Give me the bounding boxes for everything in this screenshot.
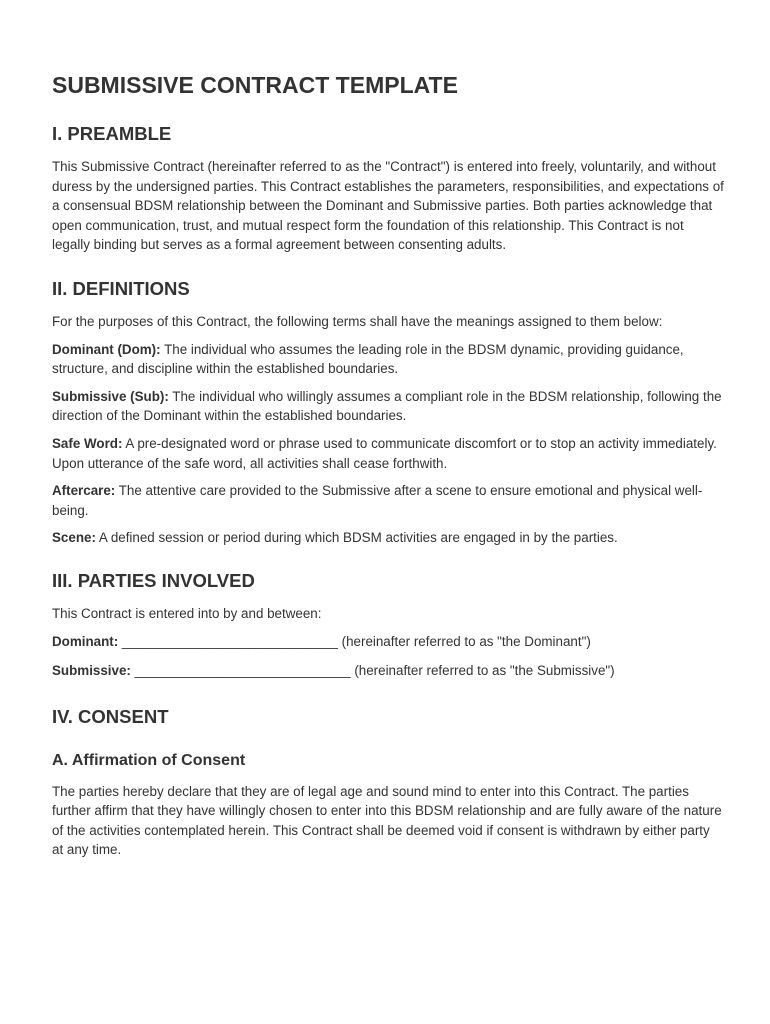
definition-item <box>52 387 724 426</box>
definition-term: Aftercare: <box>52 483 116 499</box>
dominant-note: (hereinafter referred to as "the Dominant") <box>341 633 591 649</box>
definition-term: Safe Word: <box>52 435 123 451</box>
submissive-name-blank[interactable]: _____________________________ <box>130 663 355 679</box>
submissive-label: Submissive: <box>52 663 131 679</box>
definition-item <box>52 481 724 520</box>
definitions-heading: II. DEFINITIONS <box>52 277 190 299</box>
consent-text: The parties hereby declare that they are of legal age and sound mind to enter into this Contract. The parties further affirm that they have willingly chosen to enter into this BDSM relationship and are fully aware of the nature of the activities contemplated herein. This Contract shall be deemed void if consent is withdrawn by either party at any time. <box>52 783 722 858</box>
submissive-note: (hereinafter referred to as "the Submissive") <box>354 663 615 679</box>
consent-subheading: A. Affirmation of Consent <box>52 751 246 769</box>
consent-heading: IV. CONSENT <box>52 705 169 727</box>
preamble-heading: I. PREAMBLE <box>52 123 172 144</box>
definitions-section <box>52 276 724 548</box>
dominant-party-line <box>52 632 724 652</box>
definition-text: A defined session or period during which BDSM activities are engaged in by the parties. <box>95 530 618 546</box>
document-page <box>52 70 724 882</box>
definitions-intro: For the purposes of this Contract, the following terms shall have the meanings assigned to them below: <box>52 313 663 329</box>
definition-text: A pre-designated word or phrase used to communicate discomfort or to stop an activity immediately. Upon utterance of the safe word, all activities shall cease forthwith. <box>52 435 717 471</box>
definition-text: The individual who assumes the leading role in the BDSM dynamic, providing guidance, structure, and discipline within the established boundaries. <box>52 341 684 377</box>
definition-text: The attentive care provided to the Submissive after a scene to ensure emotional and physical well-being. <box>52 483 703 518</box>
definition-term: Dominant (Dom): <box>52 341 161 357</box>
definition-item <box>52 528 724 548</box>
definition-term: Scene: <box>52 530 96 546</box>
parties-intro: This Contract is entered into by and between: <box>52 605 322 621</box>
parties-heading: III. PARTIES INVOLVED <box>52 569 255 591</box>
dominant-label: Dominant: <box>52 633 119 649</box>
definition-text: The individual who willingly assumes a compliant role in the BDSM relationship, following the direction of the Dominant within the established boundaries. <box>52 388 722 424</box>
parties-section <box>52 568 724 681</box>
preamble-text: This Submissive Contract (hereinafter referred to as the "Contract") is entered into freely, voluntarily, and without duress by the undersigned parties. This Contract establishes the parameters, responsibilities, and expectations of a consensual BDSM relationship between the Dominant and Submissive parties. Both parties acknowledge that open communication, trust, and mutual respect form the foundation of this relationship. This Contract is not legally binding but serves as a formal agreement between consenting adults. <box>52 159 724 253</box>
preamble-section <box>52 121 724 255</box>
definition-item <box>52 340 724 379</box>
definition-item <box>52 434 724 473</box>
submissive-party-line <box>52 661 724 681</box>
definition-term: Submissive (Sub): <box>52 388 169 404</box>
consent-section <box>52 704 724 860</box>
document-title: SUBMISSIVE CONTRACT TEMPLATE <box>52 72 458 98</box>
dominant-name-blank[interactable]: _____________________________ <box>118 633 342 649</box>
